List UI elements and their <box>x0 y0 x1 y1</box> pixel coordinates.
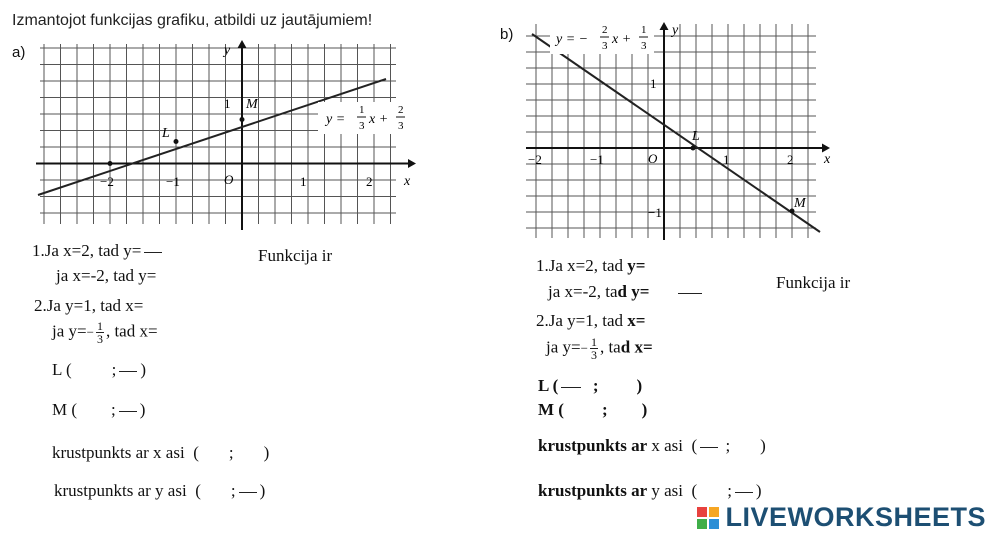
b-L-y-input[interactable] <box>598 378 636 396</box>
graph-b-tick-m2: −2 <box>528 152 542 167</box>
a-funkcija-answer-input[interactable] <box>332 248 358 266</box>
a-x-intercept-row: krustpunkts ar x asi ( ; ) <box>52 443 270 462</box>
b-funkcija-answer-input[interactable] <box>850 275 876 293</box>
graph-a-point-M: M <box>246 97 258 112</box>
liveworksheets-logo-icon <box>697 507 719 529</box>
b-funkcija-ir: Funkcija ir <box>776 273 876 293</box>
graph-a-point-L: L <box>162 126 170 141</box>
graph-a <box>36 40 420 230</box>
part-a-label: a) <box>12 44 26 61</box>
b-q2b-answer-input[interactable] <box>653 340 679 358</box>
graph-b-y-label: y <box>672 23 679 38</box>
graph-b-tick-m1: −1 <box>590 152 604 167</box>
graph-b-tick-1: 1 <box>723 152 730 167</box>
svg-text:2: 2 <box>398 104 404 116</box>
svg-text:3: 3 <box>359 120 365 132</box>
b-q2b: ja y=− $\frac{1}{3}$ , tad x= <box>546 336 679 361</box>
graph-b-origin: O <box>648 151 658 166</box>
graph-a-x-label: x <box>404 174 411 189</box>
a-q2a: 2.Ja y=1, tad x= <box>34 296 169 316</box>
liveworksheets-logo: LIVEWORKSHEETS <box>697 502 986 533</box>
svg-text:3: 3 <box>398 120 404 132</box>
a-L-y-input[interactable] <box>119 371 137 372</box>
b-L-x-input[interactable] <box>561 387 581 388</box>
graph-b-point-L: L <box>692 129 700 144</box>
graph-b-function-line <box>532 34 820 232</box>
graph-a-tick-m1: −1 <box>166 174 180 189</box>
a-ky-y-input[interactable] <box>239 492 257 493</box>
b-M-x-input[interactable] <box>564 402 602 420</box>
svg-text:2: 2 <box>602 24 608 36</box>
b-q1a-answer-input[interactable] <box>645 258 671 276</box>
a-q2a-answer-input[interactable] <box>143 298 169 316</box>
graph-a-tick-m2: −2 <box>100 174 114 189</box>
graph-a-function-line <box>38 79 389 195</box>
a-q2b: ja y=− $\frac{1}{3}$ , tad x= <box>52 320 184 345</box>
graph-a-tick-2: 2 <box>366 174 373 189</box>
b-ky-x-input[interactable] <box>697 483 727 501</box>
svg-text:1: 1 <box>359 104 365 116</box>
worksheet-title: Izmantojot funkcijas grafiku, atbildi uz jautājumiem! <box>12 12 373 29</box>
svg-text:3: 3 <box>602 40 608 52</box>
a-q2b-answer-input[interactable] <box>158 324 184 342</box>
a-q2b-fraction: $\frac{1}{3}$ <box>96 319 103 346</box>
svg-text:3: 3 <box>641 40 647 52</box>
graph-a-tick-1: 1 <box>300 174 307 189</box>
graph-b-x-label: x <box>824 152 831 167</box>
graph-b-equation <box>550 20 654 54</box>
a-point-L-row: L ( ; ) <box>52 360 147 379</box>
svg-text:y = −: y = − <box>556 32 589 47</box>
a-M-y-input[interactable] <box>119 411 137 412</box>
graph-b-point-M: M <box>794 196 806 211</box>
a-q1a: 1.Ja x=2, tad y= <box>32 241 165 261</box>
b-q2b-fraction: $\frac{1}{3}$ <box>590 335 597 362</box>
part-b-label: b) <box>500 26 514 43</box>
a-kx-x-input[interactable] <box>199 445 229 463</box>
a-M-x-input[interactable] <box>77 402 111 420</box>
a-point-M-row: M ( ; ) <box>52 400 146 419</box>
b-q2a-answer-input[interactable] <box>645 313 671 331</box>
b-kx-y-input[interactable] <box>730 438 760 456</box>
b-q2a: 2.Ja y=1, tad x= <box>536 311 671 331</box>
b-point-M-row: M ( ; ) <box>538 400 648 419</box>
a-q1b-answer-input[interactable] <box>156 268 182 286</box>
b-q1a: 1.Ja x=2, tad y= <box>536 256 671 276</box>
b-x-intercept-row: krustpunkts ar x asi ( ; ) <box>538 436 766 455</box>
b-ky-y-input[interactable] <box>735 492 753 493</box>
b-point-L-row: L ( ; ) <box>538 376 643 395</box>
a-kx-y-input[interactable] <box>234 445 264 463</box>
graph-b-tick-2: 2 <box>787 152 794 167</box>
graph-b-grid <box>526 24 816 238</box>
a-ky-x-input[interactable] <box>201 483 231 501</box>
a-y-intercept-row: krustpunkts ar y asi ( ; ) <box>54 481 266 500</box>
svg-text:x +: x + <box>369 112 389 127</box>
graph-a-ytick-1: 1 <box>224 96 231 111</box>
a-funkcija-ir: Funkcija ir <box>258 246 358 266</box>
b-kx-x-input[interactable] <box>700 447 718 448</box>
svg-text:x +: x + <box>612 32 632 47</box>
graph-b <box>520 18 840 240</box>
b-q1b: ja x=-2, tad y= <box>548 282 705 302</box>
b-M-y-input[interactable] <box>608 402 642 420</box>
svg-text:1: 1 <box>641 24 647 36</box>
a-q1b: ja x=-2, tad y= <box>56 266 182 286</box>
graph-b-ytick-m1: −1 <box>648 205 662 220</box>
a-q1a-answer-input[interactable] <box>144 252 162 253</box>
b-q1b-answer-input[interactable] <box>678 293 702 294</box>
graph-a-origin: O <box>224 172 234 187</box>
b-y-intercept-row: krustpunkts ar y asi ( ; ) <box>538 481 762 500</box>
a-L-x-input[interactable] <box>72 362 112 380</box>
graph-b-ytick-1: 1 <box>650 76 657 91</box>
graph-a-equation <box>318 102 410 134</box>
graph-a-y-label: y <box>224 43 231 58</box>
svg-text:y =: y = <box>326 112 346 127</box>
